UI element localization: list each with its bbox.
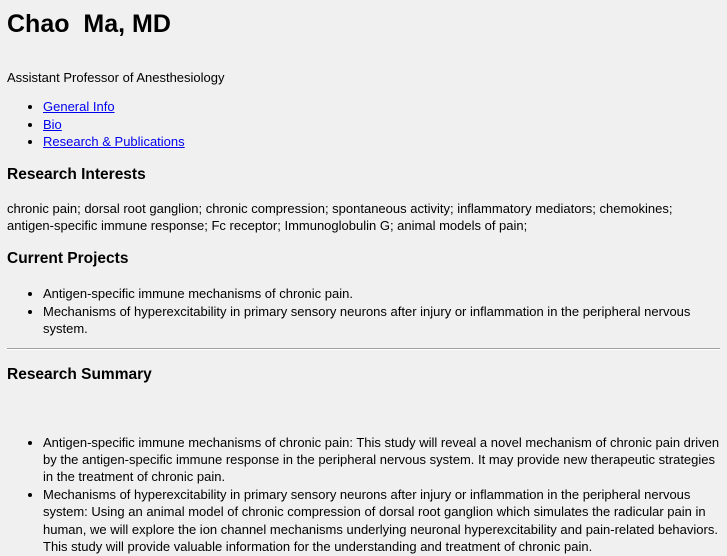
research-summary-heading: Research Summary <box>7 365 152 383</box>
research-interests-heading: Research Interests <box>7 165 146 183</box>
nav-item <box>43 133 720 150</box>
profile-page <box>0 10 727 556</box>
profile-nav <box>7 98 720 150</box>
job-title: Assistant Professor of Anesthesiology <box>7 70 225 85</box>
summary-item: • Mechanisms of hyperexcitability in primary sensory neurons after injury or inflammation in the peripheral nervous system: Using an animal model of chronic compression of dorsal root ganglion which simulates the radicular pain in human, we will explore the ion channel mechanisms underlying neuronal hyperexcitability and pain-related behaviors. This study will provide valuable information for the understanding and treatment of chronic pain. <box>43 486 720 556</box>
summary-item: • Antigen-specific immune mechanisms of chronic pain: This study will reveal a novel mechanism of chronic pain driven by the antigen-specific immune response in the peripheral nervous system. It may provide new therapeutic strategies in the treatment of chronic pain. <box>43 434 720 486</box>
project-item: • Mechanisms of hyperexcitability in primary sensory neurons after injury or inflammation in the peripheral nervous system. <box>43 303 720 338</box>
bio-link[interactable]: Bio <box>43 116 62 132</box>
current-projects-list <box>7 285 720 337</box>
nav-item <box>43 98 720 115</box>
research-summary-list <box>7 434 720 556</box>
general-info-link[interactable]: General Info <box>43 99 115 115</box>
nav-item <box>43 116 720 133</box>
current-projects-heading: Current Projects <box>7 250 129 268</box>
project-item: • Antigen-specific immune mechanisms of chronic pain. <box>43 285 720 302</box>
page-title: Chao Ma, MD <box>7 10 171 38</box>
research-interests-text: chronic pain; dorsal root ganglion; chronic compression; spontaneous activity; inflammatory mediators; chemokines; antigen-specific immune response; Fc receptor; Immunoglobulin G; animal models of pain; <box>7 200 673 234</box>
research-publications-link[interactable]: Research & Publications <box>43 134 185 150</box>
section-divider <box>7 348 720 350</box>
